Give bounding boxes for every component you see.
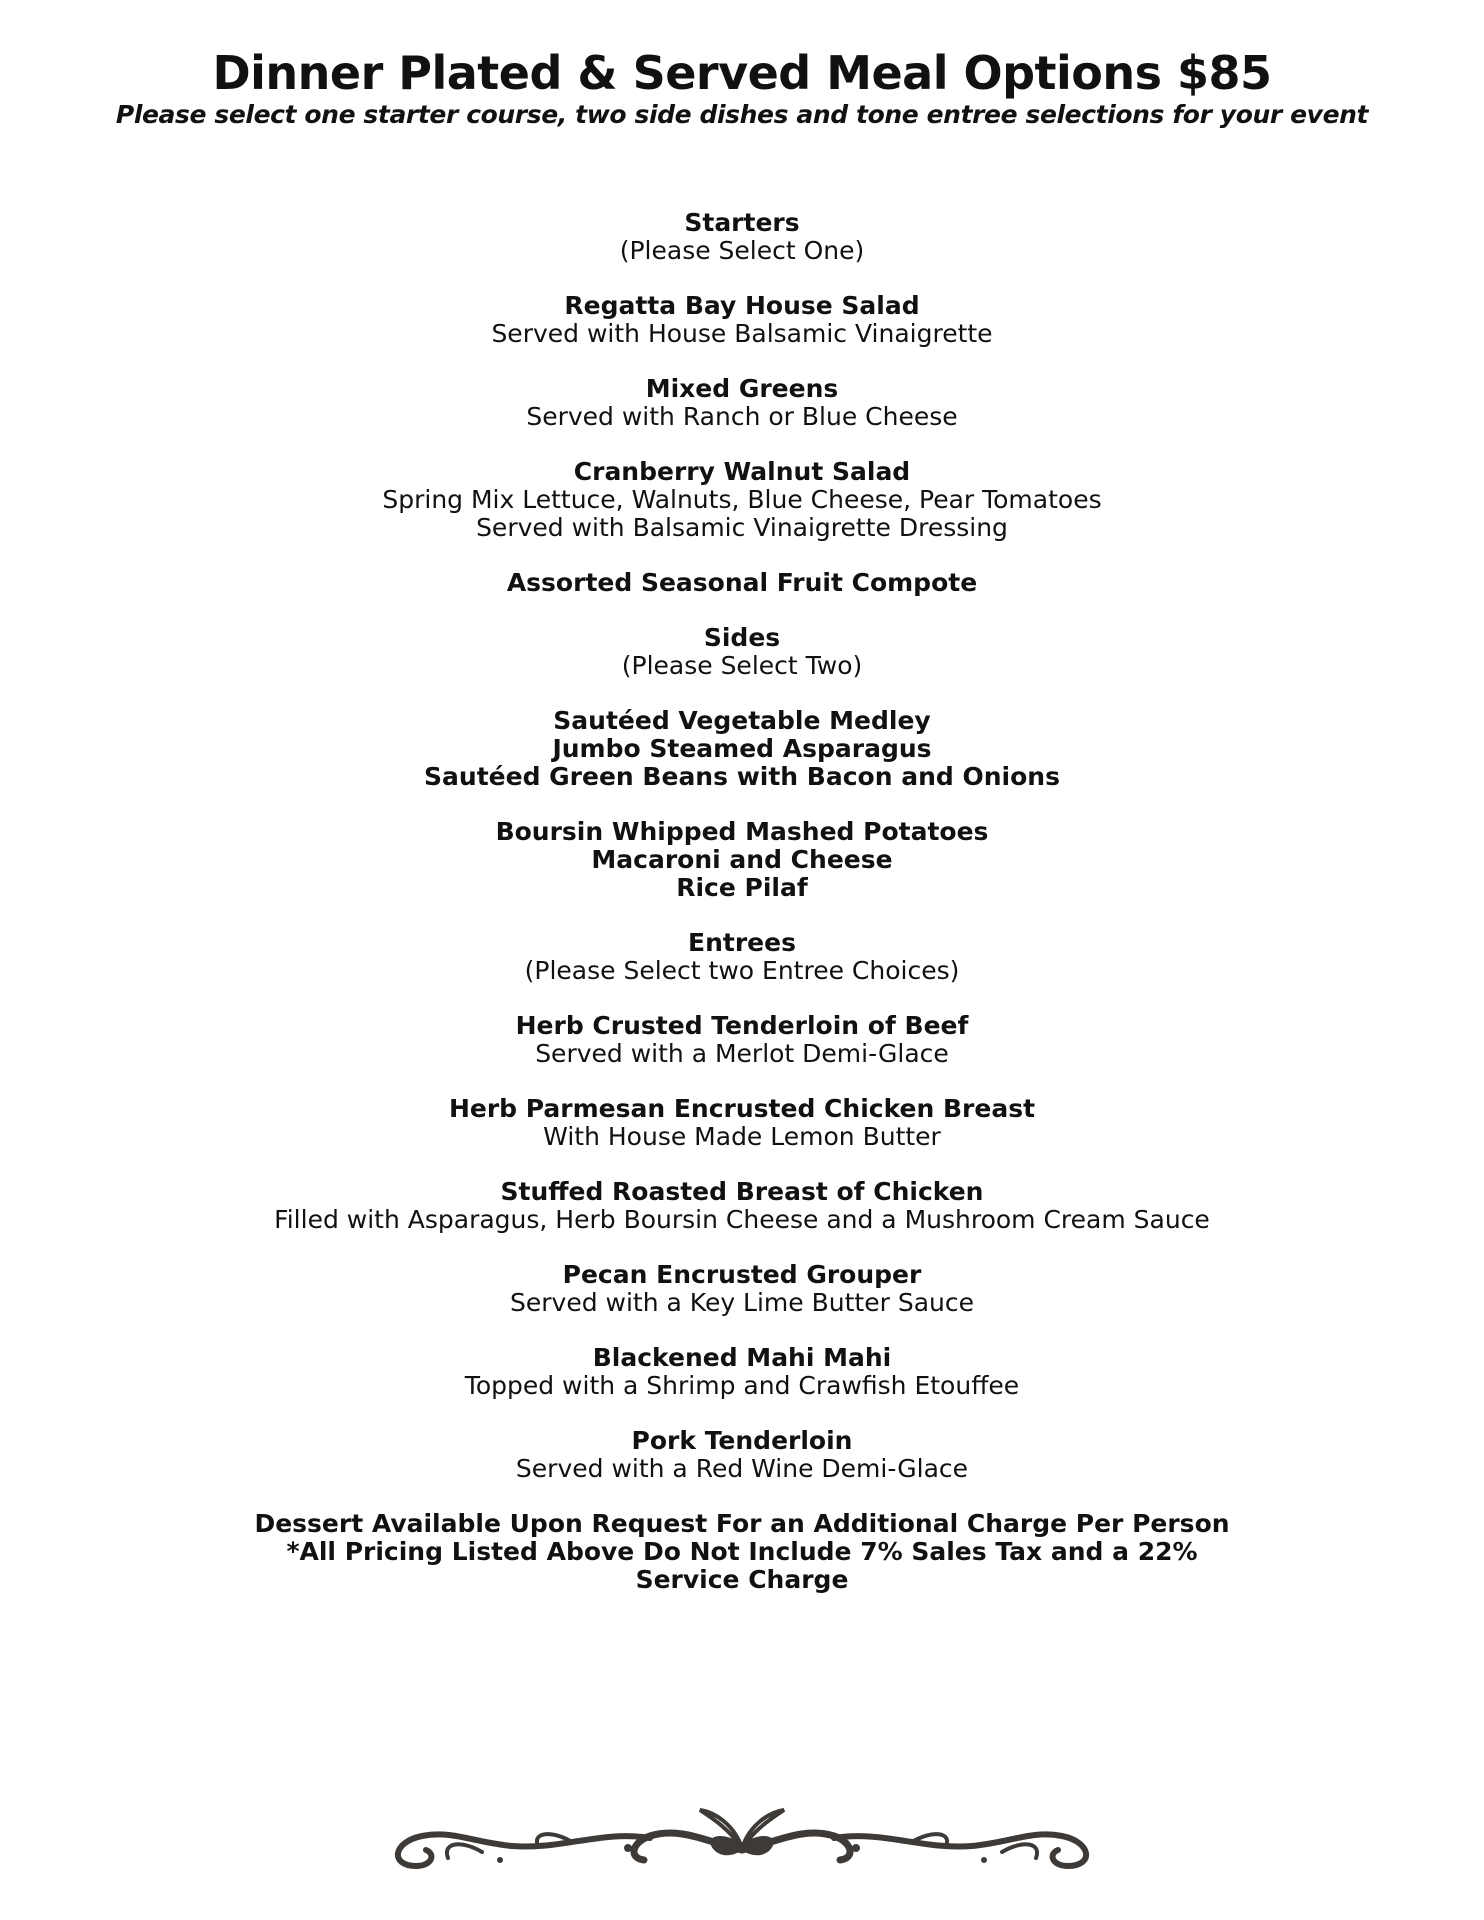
side-item: Rice Pilaf [676, 873, 808, 902]
menu-item-name: Mixed Greens [645, 374, 839, 403]
dessert-note: Dessert Available Upon Request For an Additional Charge Per Person [254, 1509, 1230, 1538]
menu-item-name: Herb Crusted Tenderloin of Beef [515, 1011, 969, 1040]
menu-item-description: Spring Mix Lettuce, Walnuts, Blue Cheese, Pear Tomatoes [382, 485, 1102, 514]
starters-heading: Starters [684, 208, 800, 237]
side-item: Sautéed Vegetable Medley [553, 706, 931, 735]
pricing-footer [242, 1510, 1242, 1594]
menu-item-description: Served with Balsamic Vinaigrette Dressing [476, 513, 1008, 542]
starters-note: (Please Select One) [619, 236, 865, 265]
ornamental-flourish-icon [382, 1800, 1102, 1882]
menu-item-description: Filled with Asparagus, Herb Boursin Cheese and a Mushroom Cream Sauce [274, 1205, 1210, 1234]
sides-heading-block [0, 624, 1484, 680]
pricing-note: *All Pricing Listed Above Do Not Include 7% Sales Tax and a 22% Service Charge [286, 1537, 1198, 1594]
menu-item-name: Pork Tenderloin [631, 1426, 853, 1455]
sides-group [0, 818, 1484, 902]
menu-item [0, 292, 1484, 348]
menu-item-name: Cranberry Walnut Salad [573, 457, 911, 486]
sides-note: (Please Select Two) [621, 651, 863, 680]
menu-item-name: Blackened Mahi Mahi [592, 1343, 892, 1372]
entrees-heading: Entrees [688, 928, 796, 957]
menu-item-description: Served with a Key Lime Butter Sauce [510, 1288, 974, 1317]
menu-item [0, 1095, 1484, 1151]
menu-item [0, 458, 1484, 542]
menu-item-name: Herb Parmesan Encrusted Chicken Breast [448, 1094, 1036, 1123]
menu-item [0, 1261, 1484, 1317]
menu-item-name: Pecan Encrusted Grouper [562, 1260, 922, 1289]
menu-item-description: Served with a Red Wine Demi-Glace [515, 1454, 969, 1483]
menu-item [0, 569, 1484, 597]
menu-item [0, 1344, 1484, 1400]
menu-body [0, 209, 1484, 1594]
menu-item-description: Served with Ranch or Blue Cheese [526, 402, 958, 431]
starters-heading-block [0, 209, 1484, 265]
menu-item-name: Regatta Bay House Salad [564, 291, 920, 320]
menu-item [0, 1427, 1484, 1483]
menu-item [0, 1178, 1484, 1234]
menu-item-name: Assorted Seasonal Fruit Compote [506, 568, 978, 597]
page-subtitle: Please select one starter course, two side dishes and tone entree selections for your event [115, 100, 1369, 129]
menu-item-description: Served with House Balsamic Vinaigrette [491, 319, 993, 348]
side-item: Jumbo Steamed Asparagus [552, 734, 932, 763]
menu-item [0, 375, 1484, 431]
menu-item-name: Stuffed Roasted Breast of Chicken [500, 1177, 984, 1206]
sides-group [0, 707, 1484, 791]
menu-item-description: Served with a Merlot Demi-Glace [535, 1039, 949, 1068]
menu-item [0, 1012, 1484, 1068]
entrees-note: (Please Select two Entree Choices) [524, 956, 960, 985]
menu-item-description: Topped with a Shrimp and Crawfish Etouffee [464, 1371, 1020, 1400]
menu-item-description: With House Made Lemon Butter [543, 1122, 941, 1151]
side-item: Macaroni and Cheese [591, 845, 893, 874]
side-item: Sautéed Green Beans with Bacon and Onions [424, 762, 1060, 791]
page-title: Dinner Plated & Served Meal Options $85 [212, 46, 1272, 100]
side-item: Boursin Whipped Mashed Potatoes [495, 817, 989, 846]
entrees-heading-block [0, 929, 1484, 985]
sides-heading: Sides [703, 623, 781, 652]
